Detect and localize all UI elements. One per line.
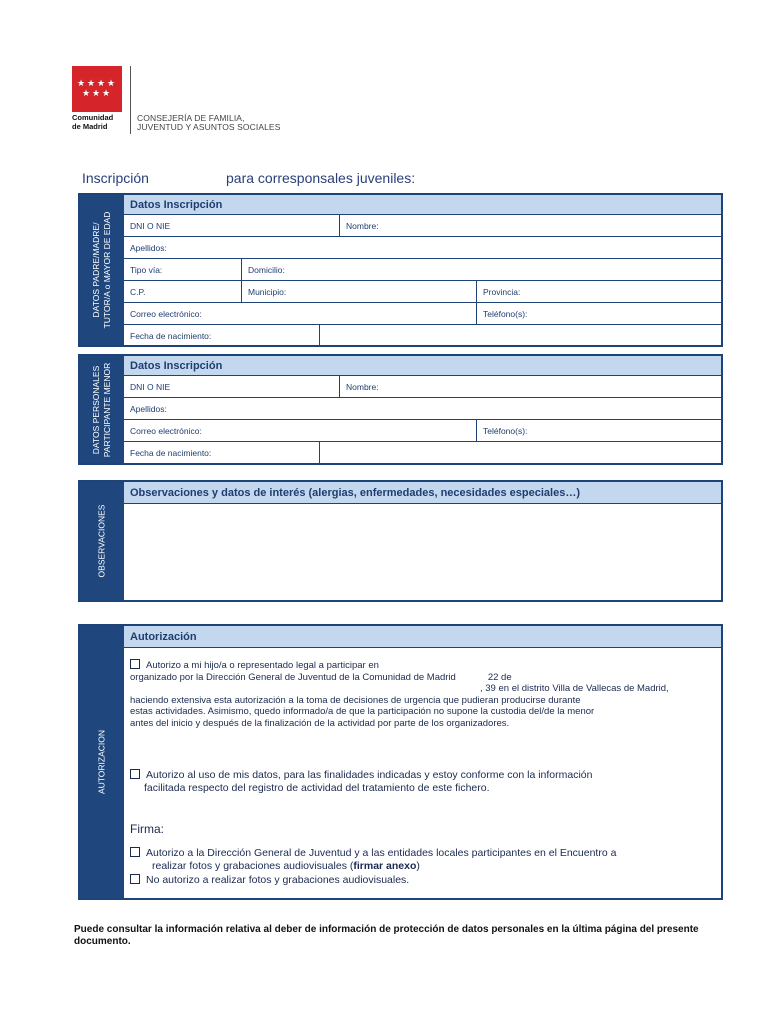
telefono-field[interactable]: Teléfono(s): bbox=[476, 303, 723, 325]
section-header: Observaciones y datos de interés (alergias, enfermedades, necesidades especiales…) bbox=[124, 482, 721, 504]
logo-divider bbox=[130, 66, 131, 134]
apellidos-field[interactable]: Apellidos: bbox=[124, 398, 723, 420]
no-photos-checkbox[interactable] bbox=[130, 874, 140, 884]
section-header: Datos Inscripción bbox=[124, 195, 721, 215]
logo-name-line2: de Madrid bbox=[72, 121, 108, 131]
section-side-band bbox=[80, 356, 124, 463]
logo-name-line1: Comunidad bbox=[72, 113, 114, 122]
authorize-data-use-checkbox[interactable] bbox=[130, 769, 140, 779]
section-side-band bbox=[80, 482, 124, 600]
section-side-label: AUTORIZACION bbox=[96, 729, 107, 795]
tipo-via-field[interactable]: Tipo vía: bbox=[124, 259, 241, 281]
authorization-paragraph-2: Autorizo al uso de mis datos, para las finalidades indicadas y estoy conforme con la información facilitada respecto del registro de actividad del tratamiento de este fichero. bbox=[130, 769, 720, 795]
apellidos-field[interactable]: Apellidos: bbox=[124, 237, 723, 259]
section-side-label: DATOS PADRE/MADRE/ TUTOR/A o MAYOR DE EDAD bbox=[91, 211, 112, 329]
correo-field[interactable]: Correo electrónico: bbox=[124, 303, 476, 325]
section-side-label: OBSERVACIONES bbox=[96, 504, 107, 578]
sign-annex-label: firmar anexo bbox=[353, 860, 417, 872]
section-header: Datos Inscripción bbox=[124, 356, 721, 376]
provincia-field[interactable]: Provincia: bbox=[476, 281, 723, 303]
form-title-part1: Inscripción bbox=[82, 170, 149, 186]
telefono-field[interactable]: Teléfono(s): bbox=[476, 420, 723, 442]
signature-label: Firma: bbox=[130, 822, 164, 836]
section-side-label: DATOS PERSONALES PARTICIPANTE MENOR bbox=[91, 362, 112, 457]
department-line2: JUVENTUD Y ASUNTOS SOCIALES bbox=[137, 122, 281, 132]
community-logo: ★ ★ ★ ★ ★ ★ ★ bbox=[72, 66, 122, 112]
section-minor-data bbox=[78, 354, 723, 465]
correo-field[interactable]: Correo electrónico: bbox=[124, 420, 476, 442]
dni-field[interactable]: DNI O NIE bbox=[124, 376, 339, 398]
nombre-field[interactable]: Nombre: bbox=[339, 376, 723, 398]
dni-field[interactable]: DNI O NIE bbox=[124, 215, 339, 237]
observations-textarea[interactable] bbox=[124, 504, 721, 600]
section-guardian-data bbox=[78, 193, 723, 347]
cp-field[interactable]: C.P. bbox=[124, 281, 241, 303]
department-line1: CONSEJERÍA DE FAMILIA, bbox=[137, 113, 245, 123]
form-title-part2: para corresponsales juveniles: bbox=[226, 170, 416, 186]
domicilio-field[interactable]: Domicilio: bbox=[241, 259, 723, 281]
section-header: Autorización bbox=[124, 626, 721, 648]
authorize-photos-checkbox[interactable] bbox=[130, 847, 140, 857]
logo-name bbox=[72, 114, 132, 131]
photo-authorization: Autorizo a la Dirección General de Juventud y a las entidades locales participantes en el Encuentro a realizar fotos y grabaciones audiovisuales (firmar anexo) No autorizo a realizar fotos y grabaciones audiovisuales. bbox=[130, 847, 720, 887]
authorize-participation-checkbox[interactable] bbox=[130, 659, 140, 669]
department-name bbox=[137, 114, 280, 132]
section-side-band bbox=[80, 195, 124, 345]
nombre-field[interactable]: Nombre: bbox=[339, 215, 723, 237]
municipio-field[interactable]: Municipio: bbox=[241, 281, 476, 303]
fecha-nacimiento-input[interactable] bbox=[319, 442, 723, 464]
fecha-nacimiento-input[interactable] bbox=[319, 325, 723, 347]
privacy-notice: Puede consultar la información relativa al deber de información de protección de datos personales en la última página del presente documento. bbox=[74, 924, 699, 947]
fecha-nacimiento-field[interactable]: Fecha de nacimiento: bbox=[130, 331, 212, 341]
section-side-band bbox=[80, 626, 124, 898]
fecha-nacimiento-field[interactable]: Fecha de nacimiento: bbox=[130, 448, 212, 458]
section-observations bbox=[78, 480, 723, 602]
authorization-paragraph-1: Autorizo a mi hijo/a o representado legal a participar en organizado por la Dirección General de Juventud de la Comunidad de Madrid 22 de , 39 en el distrito Villa de Vallecas de Madrid, haciendo extensiva esta autorización a la toma de decisiones de urgencia que pudieran producirse durante estas actividades. Asimismo, quedo informado/a de que la participación no supone la custodia del/de la menor antes del inicio y después de la finalización de la actividad por parte de los organizadores. bbox=[130, 660, 669, 729]
